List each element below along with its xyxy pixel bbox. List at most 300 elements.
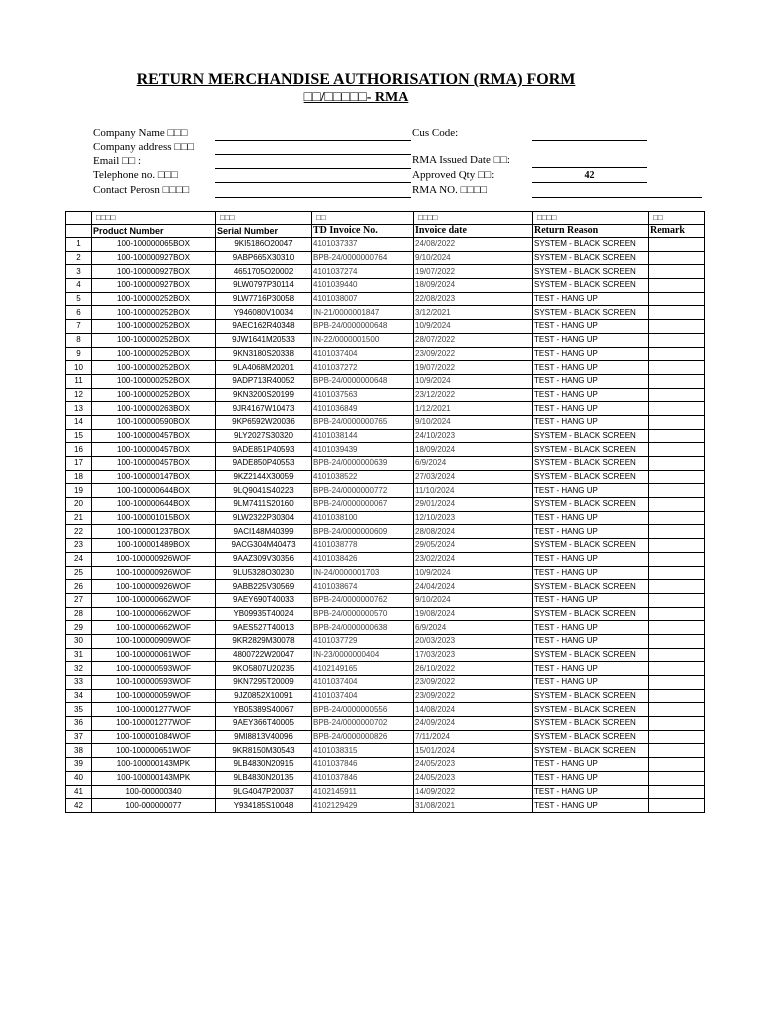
cell-td-invoice-no: 4101038522 (312, 470, 414, 484)
cell-serial-number: 9ADE850P40553 (216, 457, 312, 471)
cell-product-number: 100-100000065BOX (92, 238, 216, 252)
cell-remark (649, 771, 705, 785)
cell-serial-number: 9LU5328O30230 (216, 566, 312, 580)
cell-invoice-date: 6/9/2024 (414, 621, 533, 635)
header-invoice-date: Invoice date (414, 225, 533, 238)
table-row (66, 580, 705, 594)
cell-td-invoice-no: 4101038007 (312, 292, 414, 306)
cell-row-number: 10 (66, 361, 92, 375)
cell-td-invoice-no: BPB-24/0000000648 (312, 320, 414, 334)
cell-serial-number: 9LG4047P20037 (216, 785, 312, 799)
cell-td-invoice-no: 4101038426 (312, 552, 414, 566)
cell-return-reason: SYSTEM - BLACK SCREEN (533, 580, 649, 594)
cell-product-number: 100-100001015BOX (92, 511, 216, 525)
cell-return-reason: TEST - HANG UP (533, 552, 649, 566)
header-cn-serial-number: □□□ (216, 212, 312, 225)
cus-code-label: Cus Code: (412, 127, 459, 139)
cell-invoice-date: 9/10/2024 (414, 251, 533, 265)
cell-remark (649, 374, 705, 388)
cell-serial-number: 4800722W20047 (216, 648, 312, 662)
table-body (66, 212, 705, 813)
cell-serial-number: 9ACG304M40473 (216, 539, 312, 553)
cell-invoice-date: 11/10/2024 (414, 484, 533, 498)
cell-serial-number: 9AEY366T40005 (216, 717, 312, 731)
cell-td-invoice-no: BPB-24/0000000702 (312, 717, 414, 731)
cell-invoice-date: 26/10/2022 (414, 662, 533, 676)
cell-remark (649, 621, 705, 635)
cell-remark (649, 662, 705, 676)
header-serial-number: Serial Number (216, 225, 312, 238)
cell-remark (649, 306, 705, 320)
cell-row-number: 42 (66, 799, 92, 813)
cell-row-number: 29 (66, 621, 92, 635)
table-row (66, 361, 705, 375)
cell-serial-number: 9KN3180S20338 (216, 347, 312, 361)
cell-row-number: 4 (66, 279, 92, 293)
cell-invoice-date: 23/12/2022 (414, 388, 533, 402)
cell-td-invoice-no: 4101038778 (312, 539, 414, 553)
cell-serial-number: 9KR8150M30543 (216, 744, 312, 758)
cell-remark (649, 415, 705, 429)
table-row (66, 511, 705, 525)
cell-product-number: 100-100000457BOX (92, 429, 216, 443)
cell-td-invoice-no: 4101038100 (312, 511, 414, 525)
rma-issued-date-label: RMA Issued Date □□: (412, 154, 510, 166)
cell-td-invoice-no: BPB-24/0000000772 (312, 484, 414, 498)
cell-td-invoice-no: 4101038315 (312, 744, 414, 758)
cell-serial-number: 9JR4167W10473 (216, 402, 312, 416)
cell-serial-number: 9ABB225V30569 (216, 580, 312, 594)
cell-invoice-date: 24/10/2023 (414, 429, 533, 443)
cell-serial-number: 9LB4830N20915 (216, 758, 312, 772)
cell-td-invoice-no: 4102149165 (312, 662, 414, 676)
cell-serial-number: 9KP6592W20036 (216, 415, 312, 429)
approved-qty-label: Approved Qty □□: (412, 169, 495, 181)
cell-serial-number: 9ADP713R40052 (216, 374, 312, 388)
cell-return-reason: TEST - HANG UP (533, 758, 649, 772)
cell-td-invoice-no: BPB-24/0000000067 (312, 498, 414, 512)
table-row (66, 676, 705, 690)
cell-invoice-date: 28/07/2022 (414, 333, 533, 347)
cell-return-reason: SYSTEM - BLACK SCREEN (533, 730, 649, 744)
cell-td-invoice-no: 4101038144 (312, 429, 414, 443)
cell-serial-number: 9AAZ309V30356 (216, 552, 312, 566)
cell-serial-number: 9KO5807U20235 (216, 662, 312, 676)
cell-serial-number: 9LQ9041S40223 (216, 484, 312, 498)
cell-td-invoice-no: 4101037337 (312, 238, 414, 252)
cell-remark (649, 498, 705, 512)
cell-return-reason: SYSTEM - BLACK SCREEN (533, 703, 649, 717)
cell-serial-number: 9JZ0852X10091 (216, 689, 312, 703)
cell-product-number: 100-100000143MPK (92, 758, 216, 772)
cell-td-invoice-no: BPB-24/0000000570 (312, 607, 414, 621)
cell-td-invoice-no: 4101036849 (312, 402, 414, 416)
cell-remark (649, 388, 705, 402)
cell-remark (649, 457, 705, 471)
cell-invoice-date: 19/07/2022 (414, 265, 533, 279)
rma-issued-date-field[interactable] (532, 167, 647, 168)
table-row (66, 402, 705, 416)
cell-row-number: 39 (66, 758, 92, 772)
cell-remark (649, 429, 705, 443)
cell-remark (649, 320, 705, 334)
table-row (66, 306, 705, 320)
header-cn-invoice-date: □□□□ (414, 212, 533, 225)
cell-serial-number: 9LB4830N20135 (216, 771, 312, 785)
cell-td-invoice-no: 4102145911 (312, 785, 414, 799)
cell-product-number: 100-100000593WOF (92, 676, 216, 690)
cell-remark (649, 744, 705, 758)
cell-row-number: 24 (66, 552, 92, 566)
cell-remark (649, 361, 705, 375)
cell-product-number: 100-100000457BOX (92, 457, 216, 471)
form-title: RETURN MERCHANDISE AUTHORISATION (RMA) FORM (136, 71, 576, 88)
cell-serial-number: YB05389S40067 (216, 703, 312, 717)
cell-return-reason: TEST - HANG UP (533, 566, 649, 580)
cell-return-reason: SYSTEM - BLACK SCREEN (533, 443, 649, 457)
cell-row-number: 3 (66, 265, 92, 279)
cell-remark (649, 593, 705, 607)
table-row (66, 607, 705, 621)
header-cn-return-reason: □□□□ (533, 212, 649, 225)
cell-product-number: 100-100000927BOX (92, 265, 216, 279)
cell-row-number: 23 (66, 539, 92, 553)
cell-invoice-date: 23/09/2022 (414, 347, 533, 361)
cell-product-number: 100-100000147BOX (92, 470, 216, 484)
cell-return-reason: TEST - HANG UP (533, 292, 649, 306)
cell-serial-number: 9AEY690T40033 (216, 593, 312, 607)
cell-td-invoice-no: BPB-24/0000000609 (312, 525, 414, 539)
cell-remark (649, 730, 705, 744)
cell-td-invoice-no: 4101037404 (312, 676, 414, 690)
cell-product-number: 100-100000252BOX (92, 388, 216, 402)
cell-product-number: 100-100000252BOX (92, 292, 216, 306)
table-row (66, 634, 705, 648)
table-row (66, 771, 705, 785)
cell-return-reason: TEST - HANG UP (533, 347, 649, 361)
cell-remark (649, 703, 705, 717)
company-address-label: Company address □□□ (93, 141, 195, 153)
cell-td-invoice-no: BPB-24/0000000639 (312, 457, 414, 471)
cell-return-reason: SYSTEM - BLACK SCREEN (533, 429, 649, 443)
table-row (66, 347, 705, 361)
cell-product-number: 100-100000593WOF (92, 662, 216, 676)
table-row (66, 238, 705, 252)
cell-serial-number: 9ACI148M40399 (216, 525, 312, 539)
cell-serial-number: Y946080V10034 (216, 306, 312, 320)
table-row (66, 539, 705, 553)
cell-serial-number: 4651705O20002 (216, 265, 312, 279)
cell-serial-number: 9KN7295T20009 (216, 676, 312, 690)
cell-remark (649, 511, 705, 525)
cell-serial-number: 9JW1641M20533 (216, 333, 312, 347)
table-row (66, 320, 705, 334)
cell-invoice-date: 1/12/2021 (414, 402, 533, 416)
cell-invoice-date: 3/12/2021 (414, 306, 533, 320)
cell-remark (649, 251, 705, 265)
cell-invoice-date: 29/01/2024 (414, 498, 533, 512)
cell-serial-number: 9LM7411S20160 (216, 498, 312, 512)
company-name-label: Company Name □□□ (93, 127, 188, 139)
cell-td-invoice-no: 4101037404 (312, 347, 414, 361)
contact-person-field[interactable] (215, 197, 411, 198)
cell-serial-number: 9LA4068M20201 (216, 361, 312, 375)
cell-invoice-date: 18/09/2024 (414, 443, 533, 457)
cell-invoice-date: 28/08/2024 (414, 525, 533, 539)
table-row (66, 388, 705, 402)
cell-remark (649, 785, 705, 799)
cell-return-reason: SYSTEM - BLACK SCREEN (533, 306, 649, 320)
cell-row-number: 12 (66, 388, 92, 402)
table-row (66, 498, 705, 512)
cell-td-invoice-no: 4101037846 (312, 758, 414, 772)
cell-row-number: 32 (66, 662, 92, 676)
cell-return-reason: TEST - HANG UP (533, 676, 649, 690)
header-cn-remark: □□ (649, 212, 705, 225)
cell-invoice-date: 6/9/2024 (414, 457, 533, 471)
cell-return-reason: SYSTEM - BLACK SCREEN (533, 238, 649, 252)
cell-row-number: 36 (66, 717, 92, 731)
cell-remark (649, 634, 705, 648)
cell-product-number: 100-000000340 (92, 785, 216, 799)
cell-product-number: 100-100000590BOX (92, 415, 216, 429)
telephone-field[interactable] (215, 182, 411, 183)
cell-remark (649, 799, 705, 813)
table-row (66, 443, 705, 457)
cell-row-number: 6 (66, 306, 92, 320)
cell-remark (649, 580, 705, 594)
cell-product-number: 100-100000644BOX (92, 484, 216, 498)
company-address-field[interactable] (215, 154, 411, 155)
cell-invoice-date: 14/08/2024 (414, 703, 533, 717)
email-label: Email □□ : (93, 155, 142, 167)
cell-td-invoice-no: 4101037729 (312, 634, 414, 648)
cell-return-reason: TEST - HANG UP (533, 388, 649, 402)
table-row (66, 251, 705, 265)
email-field[interactable] (215, 168, 411, 169)
cell-return-reason: TEST - HANG UP (533, 662, 649, 676)
cell-td-invoice-no: BPB-24/0000000638 (312, 621, 414, 635)
cell-remark (649, 238, 705, 252)
cell-remark (649, 648, 705, 662)
cell-invoice-date: 29/05/2024 (414, 539, 533, 553)
cell-row-number: 18 (66, 470, 92, 484)
cell-row-number: 28 (66, 607, 92, 621)
cell-serial-number: Y934185S10048 (216, 799, 312, 813)
cell-remark (649, 566, 705, 580)
cell-td-invoice-no: 4101037563 (312, 388, 414, 402)
table-row (66, 621, 705, 635)
contact-person-label: Contact Perosn □□□□ (93, 184, 190, 196)
cell-td-invoice-no: BPB-24/0000000556 (312, 703, 414, 717)
cell-row-number: 16 (66, 443, 92, 457)
cell-td-invoice-no: 4102129429 (312, 799, 414, 813)
cell-return-reason: TEST - HANG UP (533, 374, 649, 388)
table-row (66, 279, 705, 293)
cell-remark (649, 470, 705, 484)
cell-invoice-date: 10/9/2024 (414, 320, 533, 334)
cell-product-number: 100-100000662WOF (92, 621, 216, 635)
header-product-number: Product Number (92, 225, 216, 238)
cus-code-field[interactable] (532, 140, 647, 141)
company-name-field[interactable] (215, 140, 411, 141)
cell-product-number: 100-100001237BOX (92, 525, 216, 539)
table-header-en (66, 225, 705, 238)
cell-return-reason: TEST - HANG UP (533, 361, 649, 375)
rma-no-field[interactable] (532, 197, 702, 198)
cell-serial-number: 9KZ2144X30059 (216, 470, 312, 484)
table-row (66, 566, 705, 580)
cell-row-number: 30 (66, 634, 92, 648)
cell-remark (649, 333, 705, 347)
cell-remark (649, 347, 705, 361)
approved-qty-value: 42 (584, 170, 595, 181)
cell-invoice-date: 10/9/2024 (414, 374, 533, 388)
cell-row-number: 5 (66, 292, 92, 306)
cell-td-invoice-no: BPB-24/0000000765 (312, 415, 414, 429)
table-row (66, 593, 705, 607)
cell-product-number: 100-100001489BOX (92, 539, 216, 553)
cell-product-number: 100-100000059WOF (92, 689, 216, 703)
table-row (66, 484, 705, 498)
approved-qty-field[interactable] (532, 182, 647, 183)
cell-product-number: 100-100000143MPK (92, 771, 216, 785)
cell-return-reason: SYSTEM - BLACK SCREEN (533, 470, 649, 484)
table-row (66, 799, 705, 813)
cell-return-reason: SYSTEM - BLACK SCREEN (533, 648, 649, 662)
cell-product-number: 100-100000926WOF (92, 552, 216, 566)
cell-serial-number: 9KI5186O20047 (216, 238, 312, 252)
table-row (66, 292, 705, 306)
cell-row-number: 41 (66, 785, 92, 799)
table-header-cn (66, 212, 705, 225)
header-row-number (66, 225, 92, 238)
cell-td-invoice-no: IN-22/0000001500 (312, 333, 414, 347)
table-row (66, 717, 705, 731)
cell-row-number: 25 (66, 566, 92, 580)
table-row (66, 429, 705, 443)
cell-return-reason: TEST - HANG UP (533, 484, 649, 498)
cell-serial-number: 9LY2027S30320 (216, 429, 312, 443)
cell-td-invoice-no: 4101039440 (312, 279, 414, 293)
cell-row-number: 11 (66, 374, 92, 388)
table-row (66, 744, 705, 758)
cell-return-reason: TEST - HANG UP (533, 771, 649, 785)
table-row (66, 785, 705, 799)
cell-invoice-date: 9/10/2024 (414, 593, 533, 607)
cell-row-number: 15 (66, 429, 92, 443)
cell-return-reason: TEST - HANG UP (533, 320, 649, 334)
cell-product-number: 100-100000651WOF (92, 744, 216, 758)
cell-serial-number: 9LW7716P30058 (216, 292, 312, 306)
table-row (66, 689, 705, 703)
table-row (66, 648, 705, 662)
cell-return-reason: SYSTEM - BLACK SCREEN (533, 717, 649, 731)
cell-row-number: 35 (66, 703, 92, 717)
cell-serial-number: 9MI8813V40096 (216, 730, 312, 744)
cell-return-reason: SYSTEM - BLACK SCREEN (533, 265, 649, 279)
cell-return-reason: TEST - HANG UP (533, 525, 649, 539)
cell-td-invoice-no: 4101037404 (312, 689, 414, 703)
cell-td-invoice-no: 4101039439 (312, 443, 414, 457)
cell-td-invoice-no: 4101038674 (312, 580, 414, 594)
cell-product-number: 100-100001084WOF (92, 730, 216, 744)
cell-remark (649, 552, 705, 566)
cell-invoice-date: 14/09/2022 (414, 785, 533, 799)
cell-product-number: 100-000000077 (92, 799, 216, 813)
table-row (66, 662, 705, 676)
cell-invoice-date: 19/07/2022 (414, 361, 533, 375)
cell-row-number: 14 (66, 415, 92, 429)
cell-product-number: 100-100000662WOF (92, 607, 216, 621)
cell-row-number: 13 (66, 402, 92, 416)
cell-return-reason: SYSTEM - BLACK SCREEN (533, 279, 649, 293)
cell-invoice-date: 23/09/2022 (414, 676, 533, 690)
table-row (66, 703, 705, 717)
cell-invoice-date: 23/02/2024 (414, 552, 533, 566)
cell-product-number: 100-100000926WOF (92, 566, 216, 580)
cell-row-number: 21 (66, 511, 92, 525)
cell-row-number: 31 (66, 648, 92, 662)
table-row (66, 525, 705, 539)
cell-td-invoice-no: BPB-24/0000000762 (312, 593, 414, 607)
cell-row-number: 22 (66, 525, 92, 539)
cell-row-number: 19 (66, 484, 92, 498)
cell-product-number: 100-100000662WOF (92, 593, 216, 607)
cell-td-invoice-no: BPB-24/0000000648 (312, 374, 414, 388)
cell-invoice-date: 20/03/2023 (414, 634, 533, 648)
cell-invoice-date: 27/03/2024 (414, 470, 533, 484)
table-row (66, 470, 705, 484)
table-row (66, 552, 705, 566)
cell-invoice-date: 12/10/2023 (414, 511, 533, 525)
cell-row-number: 40 (66, 771, 92, 785)
cell-remark (649, 607, 705, 621)
cell-row-number: 17 (66, 457, 92, 471)
form-subtitle: □□/□□□□□- RMA (303, 90, 409, 105)
cell-serial-number: 9KN3200S20199 (216, 388, 312, 402)
table-row (66, 265, 705, 279)
cell-return-reason: TEST - HANG UP (533, 785, 649, 799)
cell-return-reason: SYSTEM - BLACK SCREEN (533, 539, 649, 553)
cell-invoice-date: 23/09/2022 (414, 689, 533, 703)
cell-return-reason: TEST - HANG UP (533, 511, 649, 525)
cell-return-reason: SYSTEM - BLACK SCREEN (533, 744, 649, 758)
cell-remark (649, 539, 705, 553)
header-cn-product-number: □□□□ (92, 212, 216, 225)
cell-row-number: 38 (66, 744, 92, 758)
cell-remark (649, 265, 705, 279)
cell-td-invoice-no: BPB-24/0000000826 (312, 730, 414, 744)
cell-remark (649, 292, 705, 306)
cell-product-number: 100-100000927BOX (92, 279, 216, 293)
cell-return-reason: TEST - HANG UP (533, 593, 649, 607)
cell-product-number: 100-100000263BOX (92, 402, 216, 416)
table-row (66, 730, 705, 744)
cell-row-number: 37 (66, 730, 92, 744)
cell-td-invoice-no: 4101037274 (312, 265, 414, 279)
table-row (66, 374, 705, 388)
cell-product-number: 100-100000252BOX (92, 347, 216, 361)
cell-product-number: 100-100001277WOF (92, 717, 216, 731)
cell-serial-number: 9AEC162R40348 (216, 320, 312, 334)
cell-serial-number: 9ABP665X30310 (216, 251, 312, 265)
cell-invoice-date: 9/10/2024 (414, 415, 533, 429)
cell-invoice-date: 22/08/2023 (414, 292, 533, 306)
rma-items-table (65, 211, 705, 813)
cell-td-invoice-no: 4101037272 (312, 361, 414, 375)
cell-row-number: 26 (66, 580, 92, 594)
